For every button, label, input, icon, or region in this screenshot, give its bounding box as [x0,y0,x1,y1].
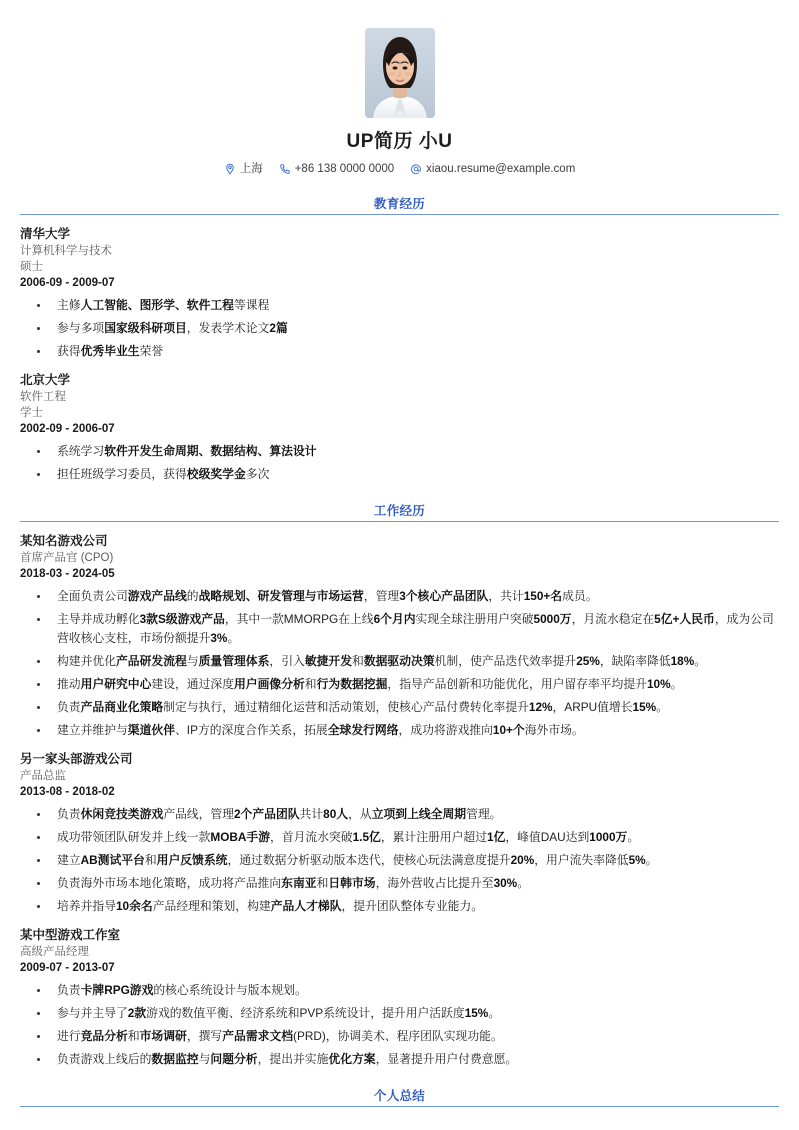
location-pin-icon [224,163,236,175]
list-item: 主修人工智能、图形学、软件工程等课程 [20,296,779,315]
work-position: 产品总监 [20,770,66,782]
avatar [365,28,435,118]
list-item: 系统学习软件开发生命周期、数据结构、算法设计 [20,442,779,461]
work-date: 2013-08 - 2018-02 [20,786,115,798]
list-item: 获得优秀毕业生荣誉 [20,342,779,361]
section-title-work: 工作经历 [373,504,426,518]
list-item: 建立并维护与渠道伙伴、IP方的深度合作关系，拓展全球发行网络，成功将游戏推向10+个海外市场。 [20,721,779,740]
education-major: 软件工程 [20,391,66,403]
section-work [20,502,779,1069]
list-item: 建立AB测试平台和用户反馈系统，通过数据分析驱动版本迭代，使核心玩法满意度提升20%，用户流失率降低5%。 [20,851,779,870]
contact-email [410,161,575,177]
education-degree: 硕士 [20,261,43,273]
section-header-education [20,195,779,215]
education-degree: 学士 [20,407,43,419]
list-item: 参与并主导了2款游戏的数值平衡、经济系统和PVP系统设计，提升用户活跃度15%。 [20,1004,779,1023]
education-bullets [20,296,779,361]
work-position: 高级产品经理 [20,946,89,958]
education-major: 计算机科学与技术 [20,245,112,257]
work-company: 某中型游戏工作室 [20,928,121,942]
work-entry [20,751,779,916]
education-entry [20,372,779,484]
list-item: 负责产品商业化策略制定与执行，通过精细化运营和活动策划，使核心产品付费转化率提升12%，ARPU值增长15%。 [20,698,779,717]
list-item: 构建并优化产品研发流程与质量管理体系，引入敏捷开发和数据驱动决策机制，使产品迭代效率提升25%，缺陷率降低18%。 [20,652,779,671]
section-summary [20,1087,779,1107]
section-title-summary: 个人总结 [373,1089,426,1103]
education-date: 2006-09 - 2009-07 [20,277,115,289]
contact-phone [279,161,394,177]
list-item: 主导并成功孵化3款S级游戏产品，其中一款MMORPG在上线6个月内实现全球注册用户突破5000万，月流水稳定在5亿+人民币，成为公司营收核心支柱，市场份额提升3%。 [20,610,779,648]
work-company: 某知名游戏公司 [20,534,108,548]
list-item: 成功带领团队研发并上线一款MOBA手游，首月流水突破1.5亿，累计注册用户超过1亿，峰值DAU达到1000万。 [20,828,779,847]
education-school: 清华大学 [20,227,71,241]
list-item: 参与多项国家级科研项目，发表学术论文2篇 [20,319,779,338]
work-position: 首席产品官 (CPO) [20,552,114,564]
list-item: 担任班级学习委员，获得校级奖学金多次 [20,465,779,484]
list-item: 负责休闲竞技类游戏产品线，管理2个产品团队共计80人，从立项到上线全周期管理。 [20,805,779,824]
list-item: 推动用户研究中心建设，通过深度用户画像分析和行为数据挖掘，指导产品创新和功能优化，用户留存率平均提升10%。 [20,675,779,694]
phone-icon [279,163,291,175]
contact-email-value: xiaou.resume@example.com [426,163,576,175]
list-item: 进行竞品分析和市场调研，撰写产品需求文档(PRD)，协调美术、程序团队实现功能。 [20,1027,779,1046]
work-company: 另一家头部游戏公司 [20,752,133,766]
contact-row [20,161,779,177]
work-bullets [20,587,779,740]
work-entry [20,927,779,1069]
work-date: 2018-03 - 2024-05 [20,568,115,580]
section-header-work [20,502,779,522]
education-school: 北京大学 [20,373,71,387]
work-bullets [20,805,779,916]
list-item: 负责卡牌RPG游戏的核心系统设计与版本规划。 [20,981,779,1000]
education-bullets [20,442,779,484]
contact-location [224,161,263,177]
contact-location-value: 上海 [239,163,263,175]
contact-phone-value: +86 138 0000 0000 [294,163,395,175]
page-title: UP简历 小U [346,131,453,152]
list-item: 培养并指导10余名产品经理和策划，构建产品人才梯队，提升团队整体专业能力。 [20,897,779,916]
list-item: 全面负责公司游戏产品线的战略规划、研发管理与市场运营，管理3个核心产品团队，共计150+名成员。 [20,587,779,606]
work-bullets [20,981,779,1069]
resume-header [20,0,779,177]
email-at-icon [410,163,422,175]
list-item: 负责游戏上线后的数据监控与问题分析，提出并实施优化方案，显著提升用户付费意愿。 [20,1050,779,1069]
list-item: 负责海外市场本地化策略，成功将产品推向东南亚和日韩市场，海外营收占比提升至30%。 [20,874,779,893]
work-entry [20,533,779,740]
work-date: 2009-07 - 2013-07 [20,962,115,974]
section-header-summary [20,1087,779,1107]
education-entry [20,226,779,361]
section-education [20,195,779,484]
education-date: 2002-09 - 2006-07 [20,423,115,435]
section-title-education: 教育经历 [373,197,426,211]
